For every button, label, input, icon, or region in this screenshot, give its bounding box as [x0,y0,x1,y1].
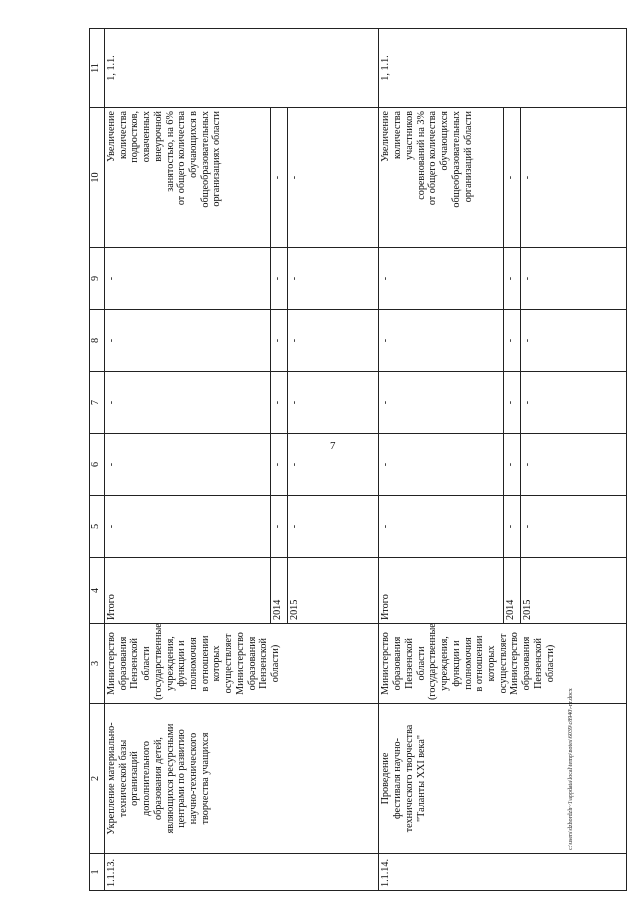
col-header: 8 [90,310,105,372]
page-number: 7 [330,440,336,452]
col-header: 3 [90,624,105,704]
value-cell: - [287,248,379,310]
value-cell: - [379,310,504,372]
table-row [105,29,271,891]
value-cell: - [271,248,288,310]
value-cell: - [379,372,504,434]
landscape-sheet [89,29,627,891]
measure-name: Проведение фестиваля научно- технического творчества "Таланты XXI века" [379,704,627,854]
value-cell: - [520,248,626,310]
value-cell: - [504,372,521,434]
expected-result: Увеличение количества участников соревнований на 3% от общего количества обучающихся общеобразовательных организаций области [379,108,504,248]
measure-name: Укрепление материально- технической базы организаций дополнительного образования детей, являющихся ресурсными центрами по развитию научно-технического творчества учащихся [105,704,379,854]
value-cell: - [379,496,504,558]
result-cell: - [504,108,521,248]
value-cell: - [287,496,379,558]
value-cell: - [379,434,504,496]
value-cell: - [105,496,271,558]
value-cell: - [504,310,521,372]
value-cell: - [520,372,626,434]
value-cell: - [105,310,271,372]
value-cell: - [271,434,288,496]
indicator-ref: 1, 1.1. [105,29,379,108]
file-path-footer: c:\users\dzhordzh~1\appdata\local\temp\notes\6039\c8940\-nr.docx [568,688,574,850]
period: 2014 [271,558,288,624]
col-header: 7 [90,372,105,434]
expected-result: Увеличение количества подростков, охваченных внеурочной занятостью, на 6% от общего количества обучающихся в общеобразовательных организациях области [105,108,271,248]
value-cell: - [287,310,379,372]
value-cell: - [520,496,626,558]
col-header: 4 [90,558,105,624]
executor: Министерство образования Пензенской области (государственные учреждения, функции и полномочия в отношении которых осуществляет Министерство образования Пензенской области) [105,624,379,704]
period: 2015 [520,558,626,624]
col-header: 10 [90,108,105,248]
value-cell: - [520,310,626,372]
col-header: 11 [90,29,105,108]
period: 2015 [287,558,379,624]
value-cell: - [504,434,521,496]
col-header: 9 [90,248,105,310]
value-cell: - [105,248,271,310]
value-cell: - [504,496,521,558]
row-number: 1.1.13. [105,854,379,891]
col-header: 1 [90,854,105,891]
value-cell: - [379,248,504,310]
result-cell: - [520,108,626,248]
period: Итого [105,558,271,624]
col-header: 5 [90,496,105,558]
indicator-ref: 1, 1.1. [379,29,627,108]
value-cell: - [271,310,288,372]
value-cell: - [287,372,379,434]
period: Итого [379,558,504,624]
value-cell: - [504,248,521,310]
header-row [90,29,105,891]
value-cell: - [271,372,288,434]
period: 2014 [504,558,521,624]
table-row [379,29,504,891]
program-table [89,28,627,891]
col-header: 2 [90,704,105,854]
executor: Министерство образования Пензенской области (государственные учреждения, функции и полномочия в отношении которых осуществляет Министерство образования Пензенской области) [379,624,627,704]
col-header: 6 [90,434,105,496]
value-cell: - [105,434,271,496]
row-number: 1.1.14. [379,854,627,891]
value-cell: - [287,434,379,496]
value-cell: - [271,496,288,558]
result-cell: - [287,108,379,248]
value-cell: - [520,434,626,496]
rotated-table-wrapper [89,29,627,891]
result-cell: - [271,108,288,248]
value-cell: - [105,372,271,434]
